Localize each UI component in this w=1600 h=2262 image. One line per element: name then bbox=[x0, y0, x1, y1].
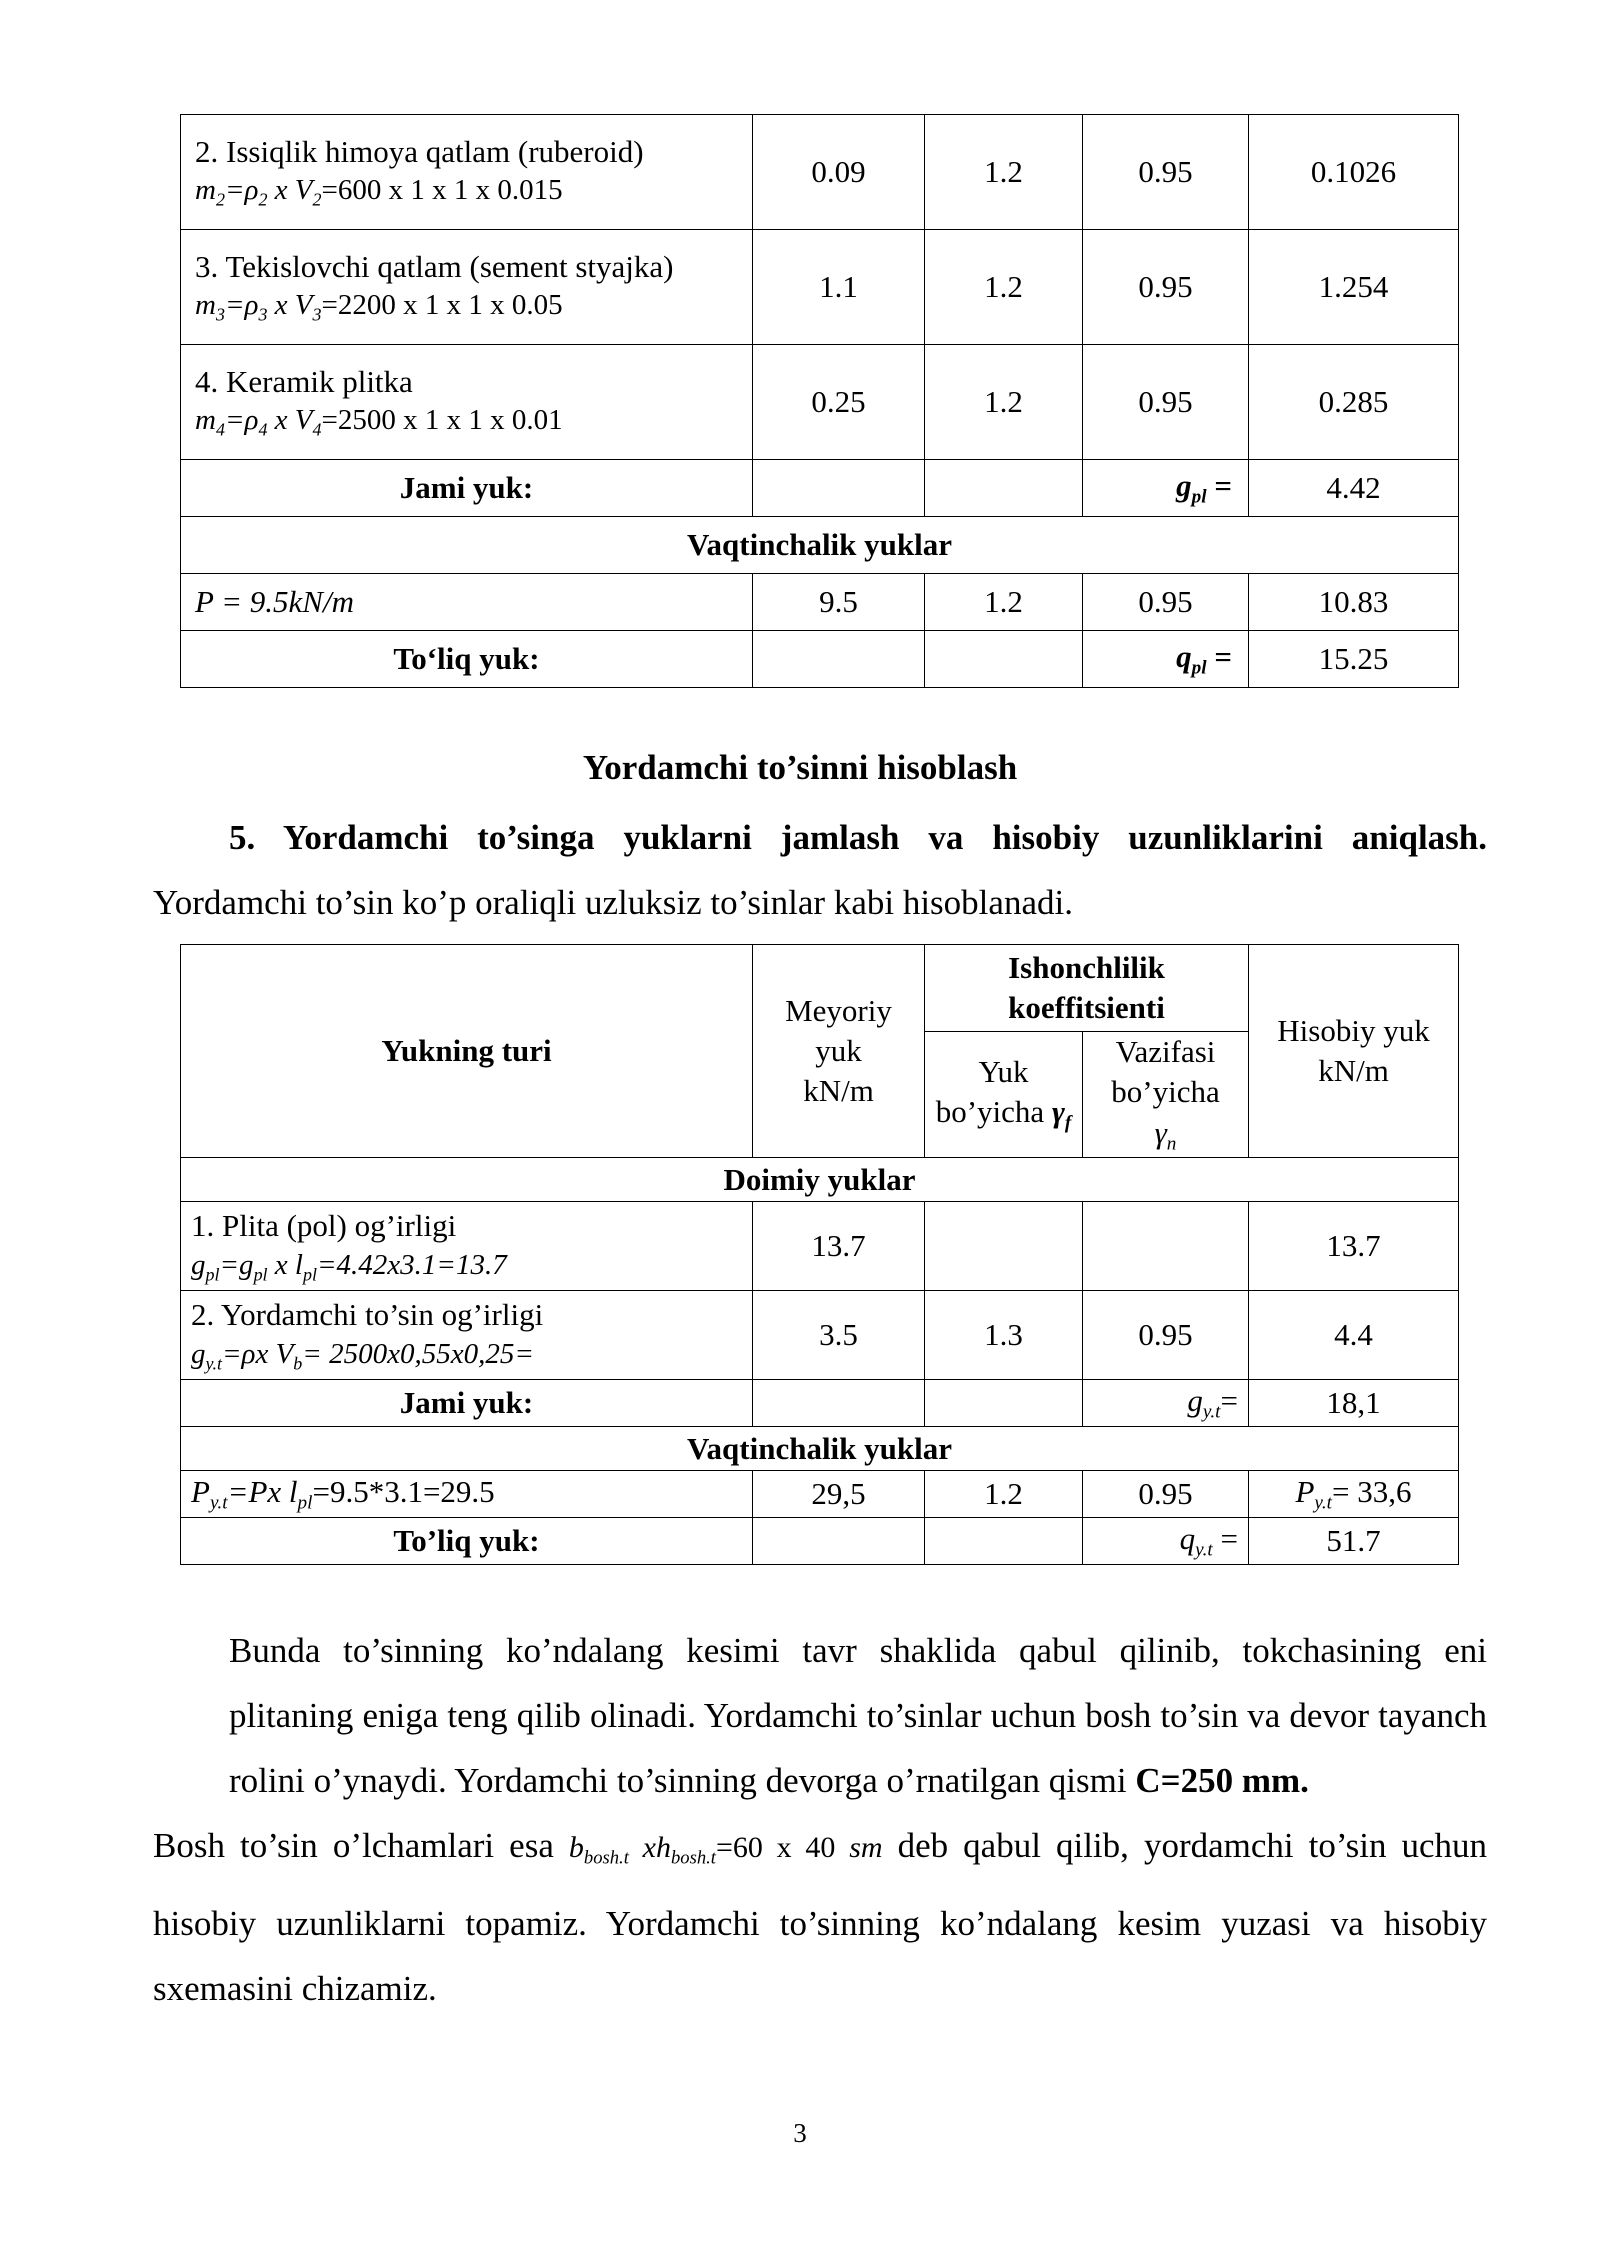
section-row bbox=[181, 517, 1459, 574]
page-number: 3 bbox=[793, 2118, 807, 2148]
full-load-symbol: $q_{y.t}$ = bbox=[1083, 1518, 1249, 1565]
normative-cell: 29,5 bbox=[753, 1471, 925, 1518]
full-load-symbol: $q_{pl}$ = bbox=[1083, 631, 1249, 688]
table-row bbox=[181, 1202, 1459, 1291]
section-row bbox=[181, 1158, 1459, 1202]
header-by-load: Yuk bo’yicha $\gamma_f$ bbox=[925, 1032, 1083, 1158]
design-cell: 13.7 bbox=[1249, 1202, 1459, 1291]
total-row bbox=[181, 1380, 1459, 1427]
gamma-f-cell: 1.2 bbox=[925, 115, 1083, 230]
gamma-n-cell: 0.95 bbox=[1083, 230, 1249, 345]
design-cell: 0.285 bbox=[1249, 345, 1459, 460]
load-type-cell: 4. Keramik plitka $m_4=\rho_4$ x $V_4=2500$ x 1 x 1 x 0.01 bbox=[181, 345, 753, 460]
section-paragraph bbox=[153, 805, 1487, 935]
gamma-f-cell: 1.3 bbox=[925, 1291, 1083, 1380]
normative-cell: 3.5 bbox=[753, 1291, 925, 1380]
permanent-loads-label: Doimiy yuklar bbox=[181, 1158, 1459, 1202]
temporary-loads-label: Vaqtinchalik yuklar bbox=[181, 1427, 1459, 1471]
load-table-slab bbox=[180, 114, 1459, 688]
body-paragraph bbox=[153, 1618, 1487, 2021]
gamma-n-cell: 0.95 bbox=[1083, 1471, 1249, 1518]
gamma-n-cell: 0.95 bbox=[1083, 115, 1249, 230]
gamma-f-cell: 1.2 bbox=[925, 1471, 1083, 1518]
normative-cell: 0.09 bbox=[753, 115, 925, 230]
design-cell: 4.4 bbox=[1249, 1291, 1459, 1380]
design-cell: $P_{y.t}= 33,6$ bbox=[1249, 1471, 1459, 1518]
section-heading: Yordamchi to’sinni hisoblash bbox=[582, 748, 1018, 787]
section-title: 5. Yordamchi to’singa yuklarni jamlash va hisobiy uzunliklarini aniqlash. bbox=[229, 818, 1487, 857]
load-table-secondary-beam bbox=[180, 944, 1459, 1565]
gamma-f-cell: 1.2 bbox=[925, 230, 1083, 345]
paragraph-1: Bunda to’sinning ko’ndalang kesimi tavr shaklida qabul qilinib, tokchasining eni plitaning eniga teng qilib olinadi. Yordamchi to’sinlar uchun bosh to’sin va devor tayanch rolini o’ynaydi. Yordamchi to’sinning devorga o’rnatilgan qismi C=250 mm. bbox=[229, 1631, 1487, 1800]
total-symbol: $g_{y.t}=$ bbox=[1083, 1380, 1249, 1427]
table-row bbox=[181, 230, 1459, 345]
gamma-f-cell: 1.2 bbox=[925, 345, 1083, 460]
full-load-value: 51.7 bbox=[1249, 1518, 1459, 1565]
paragraph-2: Bosh to’sin o’lchamlari esa $b_{bosh.t}$ $xh_{bosh.t}=60$ x 40 sm deb qabul qilib, yordamchi to’sin uchun hisobiy uzunliklarni topamiz. Yordamchi to’sinning ko’ndalang kesim yuzasi va hisobiy sxemasini chizamiz. bbox=[153, 1826, 1488, 2008]
normative-cell: 9.5 bbox=[753, 574, 925, 631]
header-row bbox=[181, 945, 1459, 1032]
header-load-type: Yukning turi bbox=[181, 945, 753, 1158]
main-beam-size-formula: $b_{bosh.t}$ $xh_{bosh.t}=60$ x 40 sm bbox=[568, 1831, 883, 1869]
formula: $m_2=\rho_2$ x $V_2=600$ x 1 x 1 x 0.015 bbox=[195, 174, 563, 210]
formula: $m_4=\rho_4$ x $V_4=2500$ x 1 x 1 x 0.01 bbox=[195, 404, 563, 440]
header-by-purpose: Vazifasi bo’yicha $\gamma_n$ bbox=[1083, 1032, 1249, 1158]
live-load-formula: $P_{y.t}=Px$ $l_{pl}=9.5*3.1=29.5$ bbox=[181, 1471, 753, 1518]
live-load-label: P = 9.5kN/m bbox=[181, 574, 753, 631]
design-cell: 0.1026 bbox=[1249, 115, 1459, 230]
table-row bbox=[181, 574, 1459, 631]
total-row bbox=[181, 460, 1459, 517]
header-design: Hisobiy yuk kN/m bbox=[1249, 945, 1459, 1158]
normative-cell: 13.7 bbox=[753, 1202, 925, 1291]
formula: $g_{y.t}=\rho x$ $V_b= 2500x0,55x0,25=$ bbox=[191, 1337, 534, 1373]
full-load-label: To’liq yuk: bbox=[181, 1518, 753, 1565]
design-cell: 1.254 bbox=[1249, 230, 1459, 345]
full-load-row bbox=[181, 1518, 1459, 1565]
full-load-value: 15.25 bbox=[1249, 631, 1459, 688]
section-text: Yordamchi to’sin ko’p oraliqli uzluksiz to’sinlar kabi hisoblanadi. bbox=[153, 883, 1073, 922]
gamma-n-cell: 0.95 bbox=[1083, 345, 1249, 460]
total-symbol: $g_{pl}$ = bbox=[1083, 460, 1249, 517]
gamma-n-cell: 0.95 bbox=[1083, 574, 1249, 631]
gamma-f-cell bbox=[925, 1202, 1083, 1291]
total-label: Jami yuk: bbox=[181, 460, 753, 517]
section-row bbox=[181, 1427, 1459, 1471]
total-value: 18,1 bbox=[1249, 1380, 1459, 1427]
normative-cell: 0.25 bbox=[753, 345, 925, 460]
full-load-label: To‘liq yuk: bbox=[181, 631, 753, 688]
formula: $m_3=\rho_3$ x $V_3=2200$ x 1 x 1 x 0.05 bbox=[195, 289, 563, 325]
load-type-cell: 2. Yordamchi to’sin og’irligi $g_{y.t}=\rho x$ $V_b= 2500x0,55x0,25=$ bbox=[181, 1291, 753, 1380]
design-cell: 10.83 bbox=[1249, 574, 1459, 631]
load-type-cell: 2. Issiqlik himoya qatlam (ruberoid) $m_2=\rho_2$ x $V_2=600$ x 1 x 1 x 0.015 bbox=[181, 115, 753, 230]
temporary-loads-label: Vaqtinchalik yuklar bbox=[181, 517, 1459, 574]
formula: $g_{pl}=g_{pl}$ x $l_{pl}=4.42x3.1=13.7$ bbox=[191, 1248, 507, 1284]
gamma-f-symbol: γ bbox=[1051, 1094, 1065, 1130]
load-type-cell: 1. Plita (pol) og’irligi $g_{pl}=g_{pl}$ x $l_{pl}=4.42x3.1=13.7$ bbox=[181, 1202, 753, 1291]
table-row bbox=[181, 345, 1459, 460]
normative-cell: 1.1 bbox=[753, 230, 925, 345]
table-row bbox=[181, 1291, 1459, 1380]
total-value: 4.42 bbox=[1249, 460, 1459, 517]
header-reliability: Ishonchlilik koeffitsienti bbox=[925, 945, 1249, 1032]
gamma-n-cell bbox=[1083, 1202, 1249, 1291]
gamma-n-cell: 0.95 bbox=[1083, 1291, 1249, 1380]
total-label: Jami yuk: bbox=[181, 1380, 753, 1427]
load-type-cell: 3. Tekislovchi qatlam (sement styajka) $m_3=\rho_3$ x $V_3=2200$ x 1 x 1 x 0.05 bbox=[181, 230, 753, 345]
full-load-row bbox=[181, 631, 1459, 688]
header-normative: Meyoriy yuk kN/m bbox=[753, 945, 925, 1158]
table-row bbox=[181, 115, 1459, 230]
table-row bbox=[181, 1471, 1459, 1518]
gamma-f-cell: 1.2 bbox=[925, 574, 1083, 631]
